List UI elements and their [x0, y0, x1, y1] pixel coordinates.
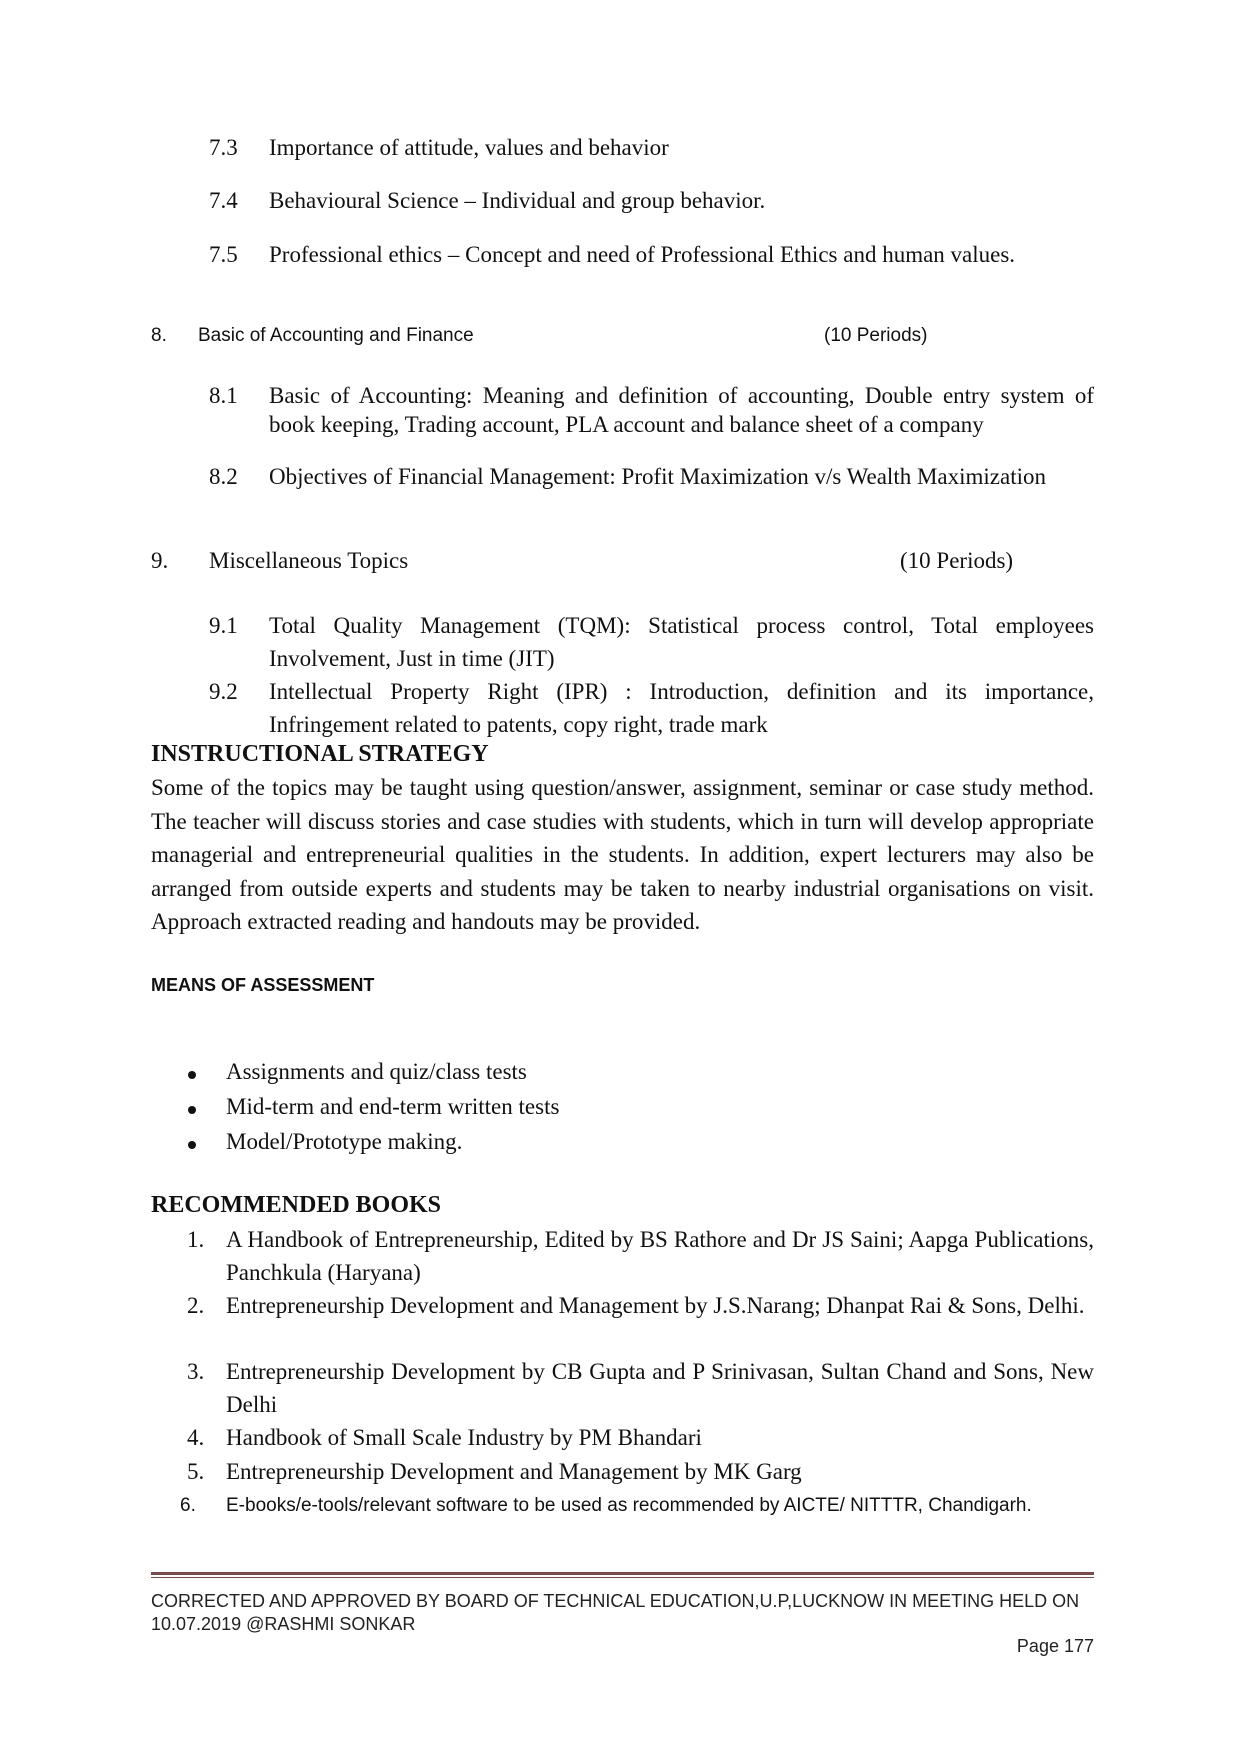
section-9-periods: (10 Periods) [900, 548, 1014, 573]
book-text: E-books/e-tools/relevant software to be used as recommended by AICTE/ NITTTR, Chandigarh. [226, 1495, 1032, 1516]
footer-text: CORRECTED AND APPROVED BY BOARD OF TECHNICAL EDUCATION,U.P,LUCKNOW IN MEETING HELD ON 10.07.2019 @RASHMI SONKAR [151, 1591, 1080, 1634]
subitem-text: Basic of Accounting: Meaning and definition of accounting, Double entry system of book keeping, Trading account, PLA account and balance sheet of a company [269, 383, 1094, 437]
recommended-books-heading: RECOMMENDED BOOKS [151, 1192, 442, 1218]
subitem-number: 7.4 [209, 188, 238, 213]
page-number: Page 177 [1016, 1636, 1094, 1656]
subitem-text: Professional ethics – Concept and need of Professional Ethics and human values. [269, 242, 1016, 267]
book-text: Entrepreneurship Development and Management by MK Garg [226, 1459, 802, 1484]
subitem-number: 8.1 [209, 383, 238, 408]
book-item-6 [180, 1490, 1094, 1522]
bullet-icon [188, 1106, 196, 1114]
book-text: Entrepreneurship Development and Management by J.S.Narang; Dhanpat Rai & Sons, Delhi. [226, 1293, 1085, 1318]
book-number: 4. [187, 1425, 205, 1450]
section-9-title: Miscellaneous Topics [209, 548, 409, 573]
subitem-number: 9.1 [209, 613, 238, 638]
assessment-item [188, 1094, 559, 1120]
subitem-8-1 [209, 381, 1094, 439]
instructional-strategy-text: Some of the topics may be taught using question/answer, assignment, seminar or case study method. The teacher will discuss stories and case studies with students, which in turn will develop appropriate managerial and entrepreneurial qualities in the students. In addition, expert lecturers may also be arranged from outside experts and students may be taken to nearby industrial organisations on visit. Approach extracted reading and handouts may be provided. [151, 775, 1094, 934]
subitem-number: 9.2 [209, 679, 238, 704]
book-number: 1. [187, 1227, 205, 1252]
section-9-number: 9. [151, 548, 169, 573]
book-text: Entrepreneurship Development by CB Gupta and P Srinivasan, Sultan Chand and Sons, New Delhi [226, 1359, 1094, 1417]
book-item-5 [180, 1455, 1094, 1488]
book-item-1 [180, 1223, 1094, 1289]
book-item-3 [180, 1355, 1094, 1421]
subitem-8-2 [209, 462, 1094, 491]
book-item-2 [180, 1289, 1094, 1322]
subitem-text: Intellectual Property Right (IPR) : Introduction, definition and its importance, Infringement related to patents, copy right, trade mark [269, 679, 1094, 737]
means-of-assessment-heading: MEANS OF ASSESSMENT [151, 975, 375, 995]
book-number: 3. [187, 1359, 205, 1384]
book-item-4 [180, 1421, 1094, 1454]
assessment-item [188, 1059, 527, 1085]
subitem-9-1 [209, 609, 1094, 675]
footer-rule [151, 1577, 1094, 1578]
subitem-9-2 [209, 675, 1094, 741]
subitem-7-4 [209, 186, 1094, 215]
subitem-7-5 [209, 240, 1094, 269]
subitem-7-3 [209, 133, 1094, 162]
bullet-icon [188, 1141, 196, 1149]
book-number: 6. [180, 1495, 196, 1516]
bullet-icon [188, 1071, 196, 1079]
book-text: Handbook of Small Scale Industry by PM Bhandari [226, 1425, 702, 1450]
assessment-item-text: Assignments and quiz/class tests [226, 1059, 527, 1084]
section-8-title: Basic of Accounting and Finance [198, 325, 474, 346]
subitem-text: Objectives of Financial Management: Profit Maximization v/s Wealth Maximization [269, 464, 1046, 489]
subitem-text: Behavioural Science – Individual and group behavior. [269, 188, 766, 213]
book-text: A Handbook of Entrepreneurship, Edited by BS Rathore and Dr JS Saini; Aapga Publications, Panchkula (Haryana) [226, 1227, 1094, 1285]
section-8-number: 8. [151, 325, 167, 346]
subitem-text: Importance of attitude, values and behavior [269, 135, 669, 160]
subitem-number: 7.3 [209, 135, 238, 160]
subitem-number: 7.5 [209, 242, 238, 267]
assessment-item-text: Model/Prototype making. [226, 1129, 463, 1154]
subitem-number: 8.2 [209, 464, 238, 489]
assessment-item [188, 1129, 462, 1155]
instructional-strategy-heading: INSTRUCTIONAL STRATEGY [151, 741, 489, 767]
book-number: 5. [187, 1459, 205, 1484]
assessment-item-text: Mid-term and end-term written tests [226, 1094, 560, 1119]
book-number: 2. [187, 1293, 205, 1318]
section-8-periods: (10 Periods) [824, 325, 928, 346]
subitem-text: Total Quality Management (TQM): Statistical process control, Total employees Involvement, Just in time (JIT) [269, 613, 1094, 671]
footer-rule [151, 1572, 1094, 1575]
